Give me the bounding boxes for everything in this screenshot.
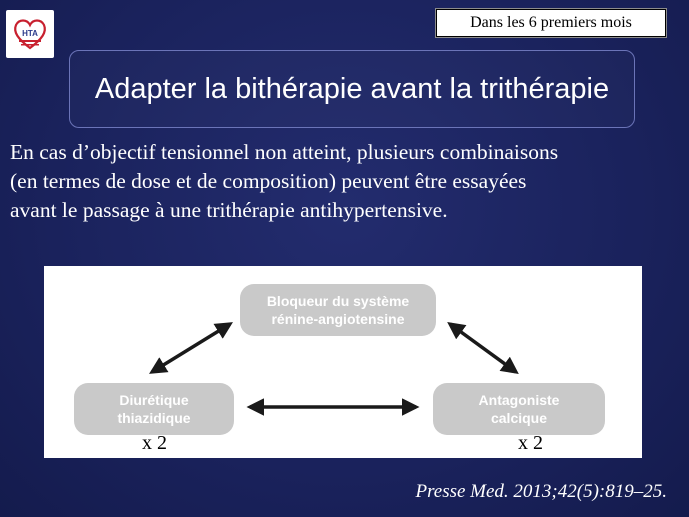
period-label: [436, 9, 666, 37]
citation: Presse Med. 2013;42(5):819–25.: [415, 481, 667, 502]
node-label: Antagoniste: [478, 392, 560, 408]
node-label: rénine-angiotensine: [271, 311, 405, 327]
node-calcium-antagonist: [433, 383, 605, 435]
arrow-top-right-icon: [450, 324, 516, 372]
heart-logo-icon: [10, 14, 50, 54]
multiplier-right: x 2: [518, 432, 543, 454]
node-thiazide-diuretic: [74, 383, 234, 435]
slide-title-box: [69, 50, 635, 128]
combination-diagram: [44, 266, 642, 458]
hta-logo: [6, 10, 54, 58]
multiplier-left: x 2: [142, 432, 167, 454]
intro-line: (en termes de dose et de composition) peuvent être essayées: [10, 169, 527, 193]
arrow-top-left-icon: [152, 324, 230, 372]
intro-paragraph: [10, 138, 680, 225]
node-raas-blocker: [240, 284, 436, 336]
node-label: Bloqueur du système: [266, 293, 410, 309]
intro-line: En cas d’objectif tensionnel non atteint, plusieurs combinaisons: [10, 140, 559, 164]
node-label: calcique: [490, 410, 548, 426]
intro-line: avant le passage à une trithérapie antihypertensive.: [10, 198, 448, 222]
node-label: Diurétique: [119, 392, 189, 408]
node-label: thiazidique: [117, 410, 191, 426]
period-label-text: Dans les 6 premiers mois: [470, 14, 632, 31]
svg-text:HTA: HTA: [22, 29, 38, 38]
slide-title: Adapter la bithérapie avant la trithérapie: [94, 72, 610, 105]
